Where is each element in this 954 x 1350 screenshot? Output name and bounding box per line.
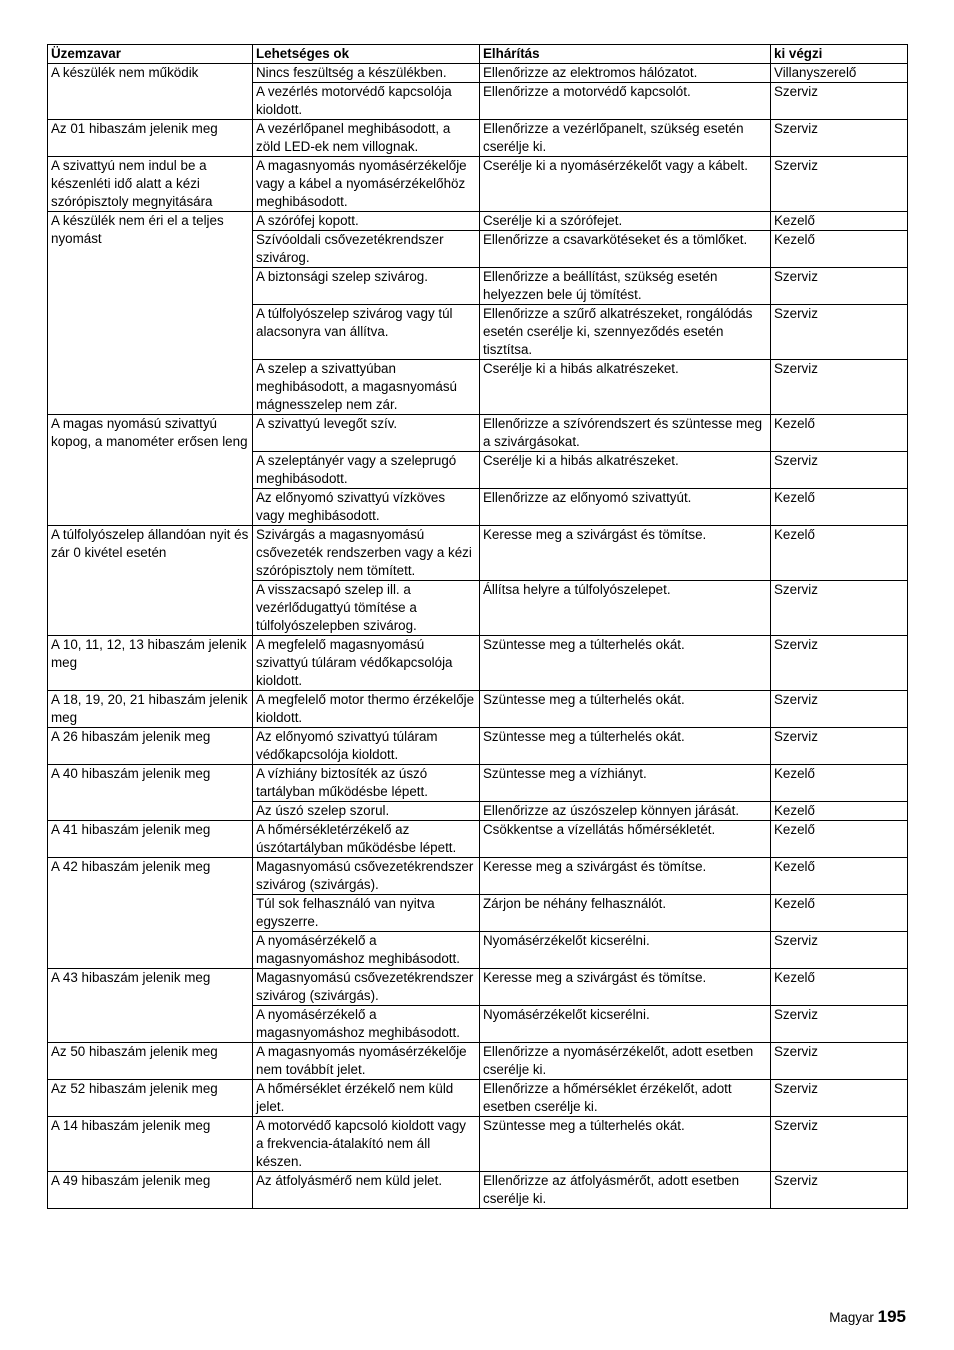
- remedy-cell: Ellenőrizze a motorvédő kapcsolót.: [480, 83, 771, 120]
- performed-by-cell: Szerviz: [771, 305, 908, 360]
- table-row: [48, 728, 908, 765]
- performed-by-cell: Szerviz: [771, 1172, 908, 1209]
- performed-by-cell: Szerviz: [771, 268, 908, 305]
- performed-by-cell: Szerviz: [771, 1006, 908, 1043]
- performed-by-cell: Szerviz: [771, 728, 908, 765]
- remedy-cell: Szüntesse meg a túlterhelés okát.: [480, 636, 771, 691]
- cause-cell: A szeleptányér vagy a szeleprugó meghibásodott.: [253, 452, 480, 489]
- fault-cell: A készülék nem működik: [48, 64, 253, 120]
- remedy-cell: Cserélje ki a nyomásérzékelőt vagy a kábelt.: [480, 157, 771, 212]
- remedy-cell: Nyomásérzékelőt kicserélni.: [480, 1006, 771, 1043]
- remedy-cell: Ellenőrizze a csavarkötéseket és a tömlőket.: [480, 231, 771, 268]
- table-row: [48, 1172, 908, 1209]
- performed-by-cell: Szerviz: [771, 120, 908, 157]
- performed-by-cell: Kezelő: [771, 489, 908, 526]
- performed-by-cell: Szerviz: [771, 636, 908, 691]
- performed-by-cell: Szerviz: [771, 157, 908, 212]
- performed-by-cell: Kezelő: [771, 231, 908, 268]
- troubleshooting-table: [47, 44, 908, 1209]
- remedy-cell: Csökkentse a vízellátás hőmérsékletét.: [480, 821, 771, 858]
- remedy-cell: Cserélje ki a hibás alkatrészeket.: [480, 360, 771, 415]
- remedy-cell: Zárjon be néhány felhasználót.: [480, 895, 771, 932]
- remedy-cell: Ellenőrizze a nyomásérzékelőt, adott esetben cserélje ki.: [480, 1043, 771, 1080]
- cause-cell: Magasnyomású csővezetékrendszer szivárog (szivárgás).: [253, 858, 480, 895]
- cause-cell: A nyomásérzékelő a magasnyomáshoz meghibásodott.: [253, 1006, 480, 1043]
- cause-cell: A biztonsági szelep szivárog.: [253, 268, 480, 305]
- performed-by-cell: Kezelő: [771, 895, 908, 932]
- fault-cell: A készülék nem éri el a teljes nyomást: [48, 212, 253, 415]
- table-body: [48, 64, 908, 1209]
- performed-by-cell: Szerviz: [771, 360, 908, 415]
- page-footer: [829, 1307, 906, 1327]
- remedy-cell: Keresse meg a szivárgást és tömítse.: [480, 858, 771, 895]
- cause-cell: Az átfolyásmérő nem küld jelet.: [253, 1172, 480, 1209]
- cause-cell: A szivattyú levegőt szív.: [253, 415, 480, 452]
- cause-cell: Szivárgás a magasnyomású csővezeték rendszerben vagy a kézi szórópisztoly nem tömített.: [253, 526, 480, 581]
- performed-by-cell: Kezelő: [771, 212, 908, 231]
- table-row: [48, 157, 908, 212]
- fault-cell: A 14 hibaszám jelenik meg: [48, 1117, 253, 1172]
- remedy-cell: Ellenőrizze az átfolyásmérőt, adott esetben cserélje ki.: [480, 1172, 771, 1209]
- cause-cell: A vezérlés motorvédő kapcsolója kioldott.: [253, 83, 480, 120]
- fault-cell: Az 50 hibaszám jelenik meg: [48, 1043, 253, 1080]
- cause-cell: A magasnyomás nyomásérzékelője nem továbbít jelet.: [253, 1043, 480, 1080]
- remedy-cell: Ellenőrizze a vezérlőpanelt, szükség esetén cserélje ki.: [480, 120, 771, 157]
- remedy-cell: Szüntesse meg a túlterhelés okát.: [480, 1117, 771, 1172]
- performed-by-cell: Kezelő: [771, 858, 908, 895]
- cause-cell: A hőmérsékletérzékelő az úszótartályban működésbe lépett.: [253, 821, 480, 858]
- table-row: [48, 691, 908, 728]
- fault-cell: A 18, 19, 20, 21 hibaszám jelenik meg: [48, 691, 253, 728]
- performed-by-cell: Kezelő: [771, 802, 908, 821]
- table-row: [48, 1080, 908, 1117]
- remedy-cell: Szüntesse meg a vízhiányt.: [480, 765, 771, 802]
- fault-cell: A 40 hibaszám jelenik meg: [48, 765, 253, 821]
- table-row: [48, 765, 908, 802]
- performed-by-cell: Szerviz: [771, 691, 908, 728]
- cause-cell: A megfelelő motor thermo érzékelője kioldott.: [253, 691, 480, 728]
- remedy-cell: Keresse meg a szivárgást és tömítse.: [480, 969, 771, 1006]
- table-row: [48, 212, 908, 231]
- footer-language: Magyar: [829, 1310, 874, 1325]
- fault-cell: Az 01 hibaszám jelenik meg: [48, 120, 253, 157]
- fault-cell: A túlfolyószelep állandóan nyit és zár 0 kivétel esetén: [48, 526, 253, 636]
- fault-cell: A 41 hibaszám jelenik meg: [48, 821, 253, 858]
- fault-cell: A szivattyú nem indul be a készenléti idő alatt a kézi szórópisztoly megnyitására: [48, 157, 253, 212]
- cause-cell: Az előnyomó szivattyú túláram védőkapcsolója kioldott.: [253, 728, 480, 765]
- remedy-cell: Ellenőrizze a hőmérséklet érzékelőt, adott esetben cserélje ki.: [480, 1080, 771, 1117]
- performed-by-cell: Kezelő: [771, 415, 908, 452]
- performed-by-cell: Szerviz: [771, 932, 908, 969]
- remedy-cell: Ellenőrizze a szűrő alkatrészeket, rongálódás esetén cserélje ki, szennyeződés esetén tisztítsa.: [480, 305, 771, 360]
- remedy-cell: Cserélje ki a hibás alkatrészeket.: [480, 452, 771, 489]
- cause-cell: A vezérlőpanel meghibásodott, a zöld LED-ek nem villognak.: [253, 120, 480, 157]
- cause-cell: A megfelelő magasnyomású szivattyú túláram védőkapcsolója kioldott.: [253, 636, 480, 691]
- table-row: [48, 1043, 908, 1080]
- cause-cell: A visszacsapó szelep ill. a vezérlődugattyú tömítése a túlfolyószelepben szivárog.: [253, 581, 480, 636]
- cause-cell: Szívóoldali csővezetékrendszer szivárog.: [253, 231, 480, 268]
- cause-cell: A túlfolyószelep szivárog vagy túl alacsonyra van állítva.: [253, 305, 480, 360]
- fault-cell: A 49 hibaszám jelenik meg: [48, 1172, 253, 1209]
- table-row: [48, 969, 908, 1006]
- remedy-cell: Ellenőrizze a beállítást, szükség esetén helyezzen bele új tömítést.: [480, 268, 771, 305]
- cause-cell: Nincs feszültség a készülékben.: [253, 64, 480, 83]
- performed-by-cell: Szerviz: [771, 1117, 908, 1172]
- cause-cell: A magasnyomás nyomásérzékelője vagy a kábel a nyomásérzékelőhöz meghibásodott.: [253, 157, 480, 212]
- remedy-cell: Cserélje ki a szórófejet.: [480, 212, 771, 231]
- remedy-cell: Szüntesse meg a túlterhelés okát.: [480, 691, 771, 728]
- cause-cell: A hőmérséklet érzékelő nem küld jelet.: [253, 1080, 480, 1117]
- fault-cell: A 26 hibaszám jelenik meg: [48, 728, 253, 765]
- remedy-cell: Szüntesse meg a túlterhelés okát.: [480, 728, 771, 765]
- performed-by-cell: Kezelő: [771, 821, 908, 858]
- cause-cell: A motorvédő kapcsoló kioldott vagy a frekvencia-átalakító nem áll készen.: [253, 1117, 480, 1172]
- performed-by-cell: Szerviz: [771, 581, 908, 636]
- fault-cell: A 43 hibaszám jelenik meg: [48, 969, 253, 1043]
- page-number: 195: [877, 1307, 906, 1326]
- table-header-row: [48, 45, 908, 64]
- remedy-cell: Keresse meg a szivárgást és tömítse.: [480, 526, 771, 581]
- fault-cell: A 10, 11, 12, 13 hibaszám jelenik meg: [48, 636, 253, 691]
- performed-by-cell: Kezelő: [771, 526, 908, 581]
- performed-by-cell: Szerviz: [771, 452, 908, 489]
- cause-cell: Az úszó szelep szorul.: [253, 802, 480, 821]
- cause-cell: Magasnyomású csővezetékrendszer szivárog (szivárgás).: [253, 969, 480, 1006]
- performed-by-cell: Kezelő: [771, 765, 908, 802]
- fault-cell: A magas nyomású szivattyú kopog, a manométer erősen leng: [48, 415, 253, 526]
- table-row: [48, 526, 908, 581]
- performed-by-cell: Villanyszerelő: [771, 64, 908, 83]
- cause-cell: A szórófej kopott.: [253, 212, 480, 231]
- table-row: [48, 821, 908, 858]
- header-remedy: Elhárítás: [480, 45, 771, 64]
- remedy-cell: Ellenőrizze az elektromos hálózatot.: [480, 64, 771, 83]
- cause-cell: A nyomásérzékelő a magasnyomáshoz meghibásodott.: [253, 932, 480, 969]
- header-cause: Lehetséges ok: [253, 45, 480, 64]
- performed-by-cell: Szerviz: [771, 1043, 908, 1080]
- performed-by-cell: Szerviz: [771, 1080, 908, 1117]
- fault-cell: Az 52 hibaszám jelenik meg: [48, 1080, 253, 1117]
- table-row: [48, 636, 908, 691]
- performed-by-cell: Szerviz: [771, 83, 908, 120]
- performed-by-cell: Kezelő: [771, 969, 908, 1006]
- remedy-cell: Nyomásérzékelőt kicserélni.: [480, 932, 771, 969]
- cause-cell: A szelep a szivattyúban meghibásodott, a magasnyomású mágnesszelep nem zár.: [253, 360, 480, 415]
- remedy-cell: Ellenőrizze a szívórendszert és szüntesse meg a szivárgásokat.: [480, 415, 771, 452]
- table-row: [48, 120, 908, 157]
- cause-cell: A vízhiány biztosíték az úszó tartályban működésbe lépett.: [253, 765, 480, 802]
- fault-cell: A 42 hibaszám jelenik meg: [48, 858, 253, 969]
- remedy-cell: Ellenőrizze az előnyomó szivattyút.: [480, 489, 771, 526]
- table-row: [48, 1117, 908, 1172]
- remedy-cell: Ellenőrizze az úszószelep könnyen járását.: [480, 802, 771, 821]
- header-fault: Üzemzavar: [48, 45, 253, 64]
- table-row: [48, 858, 908, 895]
- remedy-cell: Állítsa helyre a túlfolyószelepet.: [480, 581, 771, 636]
- header-performed-by: ki végzi: [771, 45, 908, 64]
- table-row: [48, 64, 908, 83]
- cause-cell: Az előnyomó szivattyú vízköves vagy meghibásodott.: [253, 489, 480, 526]
- table-row: [48, 415, 908, 452]
- cause-cell: Túl sok felhasználó van nyitva egyszerre.: [253, 895, 480, 932]
